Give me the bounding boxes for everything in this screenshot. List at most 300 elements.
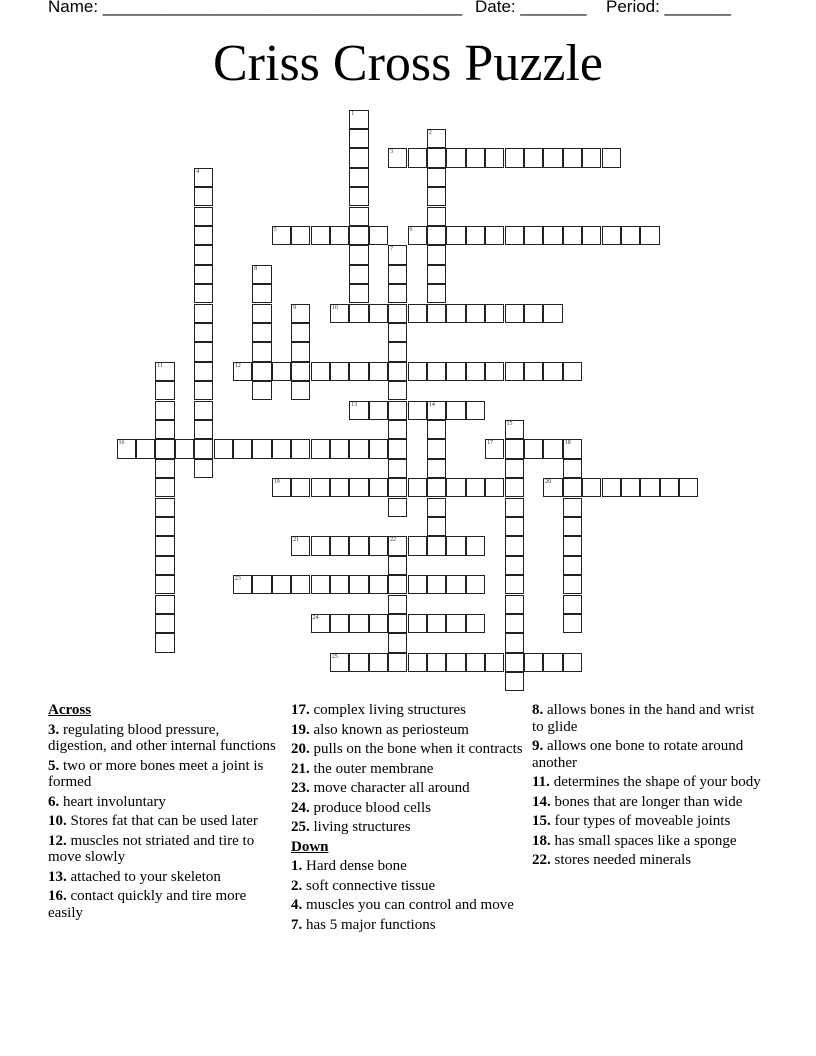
grid-cell[interactable] xyxy=(505,148,524,167)
grid-cell[interactable] xyxy=(388,536,407,555)
clue-number: 18 xyxy=(564,440,571,447)
grid-cell[interactable] xyxy=(349,168,368,187)
grid-cell[interactable] xyxy=(408,148,427,167)
grid-cell[interactable] xyxy=(252,284,271,303)
grid-cell[interactable] xyxy=(505,226,524,245)
grid-cell[interactable] xyxy=(252,439,271,458)
grid-cell[interactable] xyxy=(446,575,465,594)
grid-cell[interactable] xyxy=(408,575,427,594)
clue-text: soft connective tissue xyxy=(306,877,436,894)
grid-cell[interactable] xyxy=(330,226,349,245)
clue-number: 11 xyxy=(157,362,164,369)
grid-cell[interactable] xyxy=(349,362,368,381)
grid-cell[interactable] xyxy=(563,536,582,555)
grid-cell[interactable] xyxy=(505,478,524,497)
grid-cell[interactable] xyxy=(505,420,524,439)
grid-cell[interactable] xyxy=(155,401,174,420)
grid-cell[interactable] xyxy=(427,284,446,303)
grid-cell[interactable] xyxy=(388,245,407,264)
grid-cell[interactable] xyxy=(621,226,640,245)
grid-cell[interactable] xyxy=(311,536,330,555)
grid-cell[interactable] xyxy=(543,304,562,323)
clue-number: 8 xyxy=(254,265,258,272)
grid-cell[interactable] xyxy=(349,245,368,264)
grid-cell[interactable] xyxy=(349,187,368,206)
grid-cell[interactable] xyxy=(330,653,349,672)
clue-num: 16. xyxy=(48,888,71,904)
clue-text: Hard dense bone xyxy=(306,858,407,874)
grid-cell[interactable] xyxy=(233,439,252,458)
grid-cell[interactable] xyxy=(427,168,446,187)
clue-number: 21 xyxy=(293,537,300,544)
grid-cell[interactable] xyxy=(155,381,174,400)
grid-cell[interactable] xyxy=(369,653,388,672)
grid-cell[interactable] xyxy=(349,401,368,420)
grid-cell[interactable] xyxy=(291,575,310,594)
grid-cell[interactable] xyxy=(291,439,310,458)
grid-cell[interactable] xyxy=(155,439,174,458)
date-field[interactable]: Date: _______ xyxy=(475,0,587,16)
grid-cell[interactable] xyxy=(155,556,174,575)
down-clue xyxy=(291,897,523,914)
grid-cell[interactable] xyxy=(427,478,446,497)
grid-cell[interactable] xyxy=(602,226,621,245)
grid-cell[interactable] xyxy=(427,614,446,633)
grid-cell[interactable] xyxy=(427,226,446,245)
grid-cell[interactable] xyxy=(252,304,271,323)
grid-cell[interactable] xyxy=(330,304,349,323)
grid-cell[interactable] xyxy=(505,595,524,614)
grid-cell[interactable] xyxy=(349,575,368,594)
grid-cell[interactable] xyxy=(427,148,446,167)
grid-cell[interactable] xyxy=(369,478,388,497)
grid-cell[interactable] xyxy=(252,575,271,594)
grid-cell[interactable] xyxy=(408,226,427,245)
grid-cell[interactable] xyxy=(291,304,310,323)
grid-cell[interactable] xyxy=(563,478,582,497)
grid-cell[interactable] xyxy=(543,362,562,381)
grid-cell[interactable] xyxy=(388,633,407,652)
grid-cell[interactable] xyxy=(505,633,524,652)
grid-cell[interactable] xyxy=(194,381,213,400)
grid-cell[interactable] xyxy=(679,478,698,497)
grid-cell[interactable] xyxy=(388,148,407,167)
clue-num: 18. xyxy=(532,832,555,849)
grid-cell[interactable] xyxy=(233,575,252,594)
grid-cell[interactable] xyxy=(349,536,368,555)
clue-num: 4. xyxy=(291,897,306,913)
grid-cell[interactable] xyxy=(543,478,562,497)
grid-cell[interactable] xyxy=(330,439,349,458)
grid-cell[interactable] xyxy=(194,342,213,361)
grid-cell[interactable] xyxy=(155,517,174,536)
grid-cell[interactable] xyxy=(349,478,368,497)
clue-num: 20. xyxy=(291,741,314,757)
grid-cell[interactable] xyxy=(485,362,504,381)
down-clue xyxy=(532,833,764,850)
grid-cell[interactable] xyxy=(505,614,524,633)
down-clue xyxy=(532,774,764,791)
grid-cell[interactable] xyxy=(214,439,233,458)
grid-cell[interactable] xyxy=(155,459,174,478)
grid-cell[interactable] xyxy=(311,575,330,594)
grid-cell[interactable] xyxy=(602,478,621,497)
grid-cell[interactable] xyxy=(388,595,407,614)
grid-cell[interactable] xyxy=(466,614,485,633)
grid-cell[interactable] xyxy=(524,304,543,323)
clue-text: regulating blood pressure, digestion, and other internal functions xyxy=(48,721,276,754)
grid-cell[interactable] xyxy=(194,420,213,439)
grid-cell[interactable] xyxy=(349,148,368,167)
down-clue xyxy=(291,858,523,875)
grid-cell[interactable] xyxy=(427,459,446,478)
grid-cell[interactable] xyxy=(369,575,388,594)
grid-cell[interactable] xyxy=(155,575,174,594)
grid-cell[interactable] xyxy=(427,207,446,226)
grid-cell[interactable] xyxy=(466,304,485,323)
grid-cell[interactable] xyxy=(349,439,368,458)
grid-cell[interactable] xyxy=(505,304,524,323)
grid-cell[interactable] xyxy=(349,129,368,148)
clue-text: attached to your skeleton xyxy=(70,868,221,885)
grid-cell[interactable] xyxy=(446,536,465,555)
grid-cell[interactable] xyxy=(291,362,310,381)
grid-cell[interactable] xyxy=(291,323,310,342)
grid-cell[interactable] xyxy=(427,129,446,148)
grid-cell[interactable] xyxy=(349,304,368,323)
grid-cell[interactable] xyxy=(563,498,582,517)
grid-cell[interactable] xyxy=(155,633,174,652)
clue-num: 22. xyxy=(532,852,555,868)
grid-cell[interactable] xyxy=(582,226,601,245)
grid-cell[interactable] xyxy=(466,226,485,245)
clue-text: complex living structures xyxy=(313,702,466,718)
grid-cell[interactable] xyxy=(155,614,174,633)
grid-cell[interactable] xyxy=(446,148,465,167)
grid-cell[interactable] xyxy=(388,575,407,594)
clue-text: allows bones in the hand and wrist to glide xyxy=(532,702,755,735)
grid-cell[interactable] xyxy=(272,362,291,381)
grid-cell[interactable] xyxy=(427,575,446,594)
grid-cell[interactable] xyxy=(349,207,368,226)
grid-cell[interactable] xyxy=(330,575,349,594)
grid-cell[interactable] xyxy=(388,556,407,575)
grid-cell[interactable] xyxy=(388,459,407,478)
grid-cell[interactable] xyxy=(349,284,368,303)
grid-cell[interactable] xyxy=(427,498,446,517)
clue-num: 25. xyxy=(291,819,314,835)
grid-cell[interactable] xyxy=(117,439,136,458)
grid-cell[interactable] xyxy=(563,517,582,536)
grid-cell[interactable] xyxy=(621,478,640,497)
grid-cell[interactable] xyxy=(563,459,582,478)
down-clue xyxy=(532,852,764,869)
grid-cell[interactable] xyxy=(427,362,446,381)
grid-cell[interactable] xyxy=(563,148,582,167)
clue-number: 3 xyxy=(390,149,394,156)
grid-cell[interactable] xyxy=(524,148,543,167)
clue-num: 8. xyxy=(532,702,547,718)
grid-cell[interactable] xyxy=(466,653,485,672)
clue-num: 14. xyxy=(532,793,555,810)
grid-cell[interactable] xyxy=(155,498,174,517)
grid-cell[interactable] xyxy=(291,342,310,361)
grid-cell[interactable] xyxy=(408,401,427,420)
across-clue xyxy=(291,722,523,739)
grid-cell[interactable] xyxy=(427,401,446,420)
grid-cell[interactable] xyxy=(563,362,582,381)
grid-cell[interactable] xyxy=(369,614,388,633)
grid-cell[interactable] xyxy=(485,148,504,167)
grid-cell[interactable] xyxy=(388,265,407,284)
grid-cell[interactable] xyxy=(408,304,427,323)
grid-cell[interactable] xyxy=(349,265,368,284)
down-clue xyxy=(532,794,764,811)
grid-cell[interactable] xyxy=(543,439,562,458)
grid-cell[interactable] xyxy=(388,381,407,400)
down-clue xyxy=(532,702,764,735)
grid-cell[interactable] xyxy=(349,226,368,245)
clue-text: muscles you can control and move xyxy=(306,897,514,913)
grid-cell[interactable] xyxy=(330,478,349,497)
grid-cell[interactable] xyxy=(388,284,407,303)
grid-cell[interactable] xyxy=(427,439,446,458)
clue-text: two or more bones meet a joint is formed xyxy=(48,757,264,790)
grid-cell[interactable] xyxy=(194,265,213,284)
grid-cell[interactable] xyxy=(272,439,291,458)
grid-cell[interactable] xyxy=(252,265,271,284)
grid-cell[interactable] xyxy=(349,614,368,633)
across-clue xyxy=(48,794,280,811)
grid-cell[interactable] xyxy=(369,536,388,555)
grid-cell[interactable] xyxy=(505,459,524,478)
grid-cell[interactable] xyxy=(194,187,213,206)
clue-number: 20 xyxy=(545,479,552,486)
grid-cell[interactable] xyxy=(272,575,291,594)
grid-cell[interactable] xyxy=(155,595,174,614)
grid-cell[interactable] xyxy=(524,226,543,245)
grid-cell[interactable] xyxy=(543,226,562,245)
grid-cell[interactable] xyxy=(524,439,543,458)
grid-cell[interactable] xyxy=(408,362,427,381)
grid-cell[interactable] xyxy=(194,459,213,478)
name-field[interactable]: Name: ______________________________________ xyxy=(48,0,463,16)
grid-cell[interactable] xyxy=(194,284,213,303)
clue-num: 5. xyxy=(48,757,63,774)
grid-cell[interactable] xyxy=(272,478,291,497)
grid-cell[interactable] xyxy=(446,226,465,245)
clue-text: move character all around xyxy=(313,780,470,796)
grid-cell[interactable] xyxy=(446,653,465,672)
grid-cell[interactable] xyxy=(194,401,213,420)
grid-cell[interactable] xyxy=(291,536,310,555)
grid-cell[interactable] xyxy=(427,653,446,672)
grid-cell[interactable] xyxy=(330,614,349,633)
grid-cell[interactable] xyxy=(543,148,562,167)
grid-cell[interactable] xyxy=(505,672,524,691)
crossword-grid xyxy=(117,110,717,700)
grid-cell[interactable] xyxy=(408,536,427,555)
grid-cell[interactable] xyxy=(505,653,524,672)
grid-cell[interactable] xyxy=(291,226,310,245)
grid-cell[interactable] xyxy=(194,323,213,342)
grid-cell[interactable] xyxy=(388,362,407,381)
grid-cell[interactable] xyxy=(408,653,427,672)
grid-cell[interactable] xyxy=(466,362,485,381)
grid-cell[interactable] xyxy=(291,478,310,497)
grid-cell[interactable] xyxy=(505,556,524,575)
grid-cell[interactable] xyxy=(427,187,446,206)
grid-cell[interactable] xyxy=(194,439,213,458)
grid-cell[interactable] xyxy=(427,517,446,536)
grid-cell[interactable] xyxy=(408,614,427,633)
grid-cell[interactable] xyxy=(505,498,524,517)
grid-cell[interactable] xyxy=(388,478,407,497)
across-heading: Across xyxy=(48,702,92,718)
grid-cell[interactable] xyxy=(640,226,659,245)
grid-cell[interactable] xyxy=(563,614,582,633)
grid-cell[interactable] xyxy=(388,323,407,342)
clue-number: 15 xyxy=(506,420,513,427)
clue-text: produce blood cells xyxy=(313,799,431,816)
grid-cell[interactable] xyxy=(136,439,155,458)
grid-cell[interactable] xyxy=(446,614,465,633)
grid-cell[interactable] xyxy=(388,420,407,439)
grid-cell[interactable] xyxy=(640,478,659,497)
grid-cell[interactable] xyxy=(466,401,485,420)
clue-text: heart involuntary xyxy=(63,793,166,810)
clue-number: 6 xyxy=(409,226,413,233)
grid-cell[interactable] xyxy=(369,439,388,458)
grid-cell[interactable] xyxy=(349,653,368,672)
grid-cell[interactable] xyxy=(466,575,485,594)
grid-cell[interactable] xyxy=(311,362,330,381)
grid-cell[interactable] xyxy=(563,439,582,458)
grid-cell[interactable] xyxy=(466,478,485,497)
page-title: Criss Cross Puzzle xyxy=(213,35,603,92)
grid-cell[interactable] xyxy=(369,362,388,381)
grid-cell[interactable] xyxy=(466,148,485,167)
across-clue xyxy=(48,833,280,866)
grid-cell[interactable] xyxy=(427,536,446,555)
grid-cell[interactable] xyxy=(388,498,407,517)
grid-cell[interactable] xyxy=(155,420,174,439)
clue-num: 13. xyxy=(48,868,71,885)
grid-cell[interactable] xyxy=(388,304,407,323)
clue-num: 21. xyxy=(291,760,314,777)
grid-cell[interactable] xyxy=(485,304,504,323)
period-field[interactable]: Period: _______ xyxy=(606,0,731,16)
clue-text: also known as periosteum xyxy=(313,721,469,738)
clues-column-2 xyxy=(291,702,523,936)
grid-cell[interactable] xyxy=(155,478,174,497)
grid-cell[interactable] xyxy=(194,226,213,245)
grid-cell[interactable] xyxy=(194,207,213,226)
grid-cell[interactable] xyxy=(252,323,271,342)
grid-cell[interactable] xyxy=(505,439,524,458)
grid-cell[interactable] xyxy=(369,401,388,420)
grid-cell[interactable] xyxy=(252,342,271,361)
grid-cell[interactable] xyxy=(446,362,465,381)
grid-cell[interactable] xyxy=(485,653,504,672)
clue-text: bones that are longer than wide xyxy=(554,793,743,810)
grid-cell[interactable] xyxy=(388,342,407,361)
grid-cell[interactable] xyxy=(485,439,504,458)
grid-cell[interactable] xyxy=(427,420,446,439)
grid-cell[interactable] xyxy=(388,653,407,672)
grid-cell[interactable] xyxy=(233,362,252,381)
grid-cell[interactable] xyxy=(252,362,271,381)
grid-cell[interactable] xyxy=(369,304,388,323)
grid-cell[interactable] xyxy=(563,575,582,594)
grid-cell[interactable] xyxy=(563,226,582,245)
clue-number: 2 xyxy=(428,129,432,136)
grid-cell[interactable] xyxy=(446,401,465,420)
grid-cell[interactable] xyxy=(155,362,174,381)
grid-cell[interactable] xyxy=(311,226,330,245)
grid-cell[interactable] xyxy=(505,362,524,381)
grid-cell[interactable] xyxy=(311,439,330,458)
grid-cell[interactable] xyxy=(194,168,213,187)
grid-cell[interactable] xyxy=(466,536,485,555)
grid-cell[interactable] xyxy=(446,304,465,323)
grid-cell[interactable] xyxy=(349,110,368,129)
clue-num: 23. xyxy=(291,780,314,796)
grid-cell[interactable] xyxy=(505,536,524,555)
grid-cell[interactable] xyxy=(582,478,601,497)
grid-cell[interactable] xyxy=(369,226,388,245)
grid-cell[interactable] xyxy=(388,401,407,420)
grid-cell[interactable] xyxy=(427,245,446,264)
grid-cell[interactable] xyxy=(427,265,446,284)
clue-number: 13 xyxy=(351,401,358,408)
grid-cell[interactable] xyxy=(446,478,465,497)
grid-cell[interactable] xyxy=(388,439,407,458)
grid-cell[interactable] xyxy=(660,478,679,497)
grid-cell[interactable] xyxy=(582,148,601,167)
grid-cell[interactable] xyxy=(427,304,446,323)
grid-cell[interactable] xyxy=(602,148,621,167)
grid-cell[interactable] xyxy=(194,362,213,381)
grid-cell[interactable] xyxy=(563,556,582,575)
grid-cell[interactable] xyxy=(505,575,524,594)
grid-cell[interactable] xyxy=(388,614,407,633)
grid-cell[interactable] xyxy=(563,595,582,614)
grid-cell[interactable] xyxy=(330,536,349,555)
grid-cell[interactable] xyxy=(485,478,504,497)
grid-cell[interactable] xyxy=(194,304,213,323)
grid-cell[interactable] xyxy=(155,536,174,555)
grid-cell[interactable] xyxy=(330,362,349,381)
grid-cell[interactable] xyxy=(272,226,291,245)
grid-cell[interactable] xyxy=(524,362,543,381)
grid-cell[interactable] xyxy=(252,381,271,400)
grid-cell[interactable] xyxy=(311,614,330,633)
clue-num: 11. xyxy=(532,774,554,790)
grid-cell[interactable] xyxy=(524,653,543,672)
grid-cell[interactable] xyxy=(291,381,310,400)
grid-cell[interactable] xyxy=(563,653,582,672)
grid-cell[interactable] xyxy=(311,478,330,497)
grid-cell[interactable] xyxy=(505,517,524,536)
grid-cell[interactable] xyxy=(175,439,194,458)
grid-cell[interactable] xyxy=(485,226,504,245)
clue-number: 7 xyxy=(390,246,394,253)
grid-cell[interactable] xyxy=(408,478,427,497)
grid-cell[interactable] xyxy=(194,245,213,264)
clue-num: 24. xyxy=(291,799,314,816)
grid-cell[interactable] xyxy=(543,653,562,672)
